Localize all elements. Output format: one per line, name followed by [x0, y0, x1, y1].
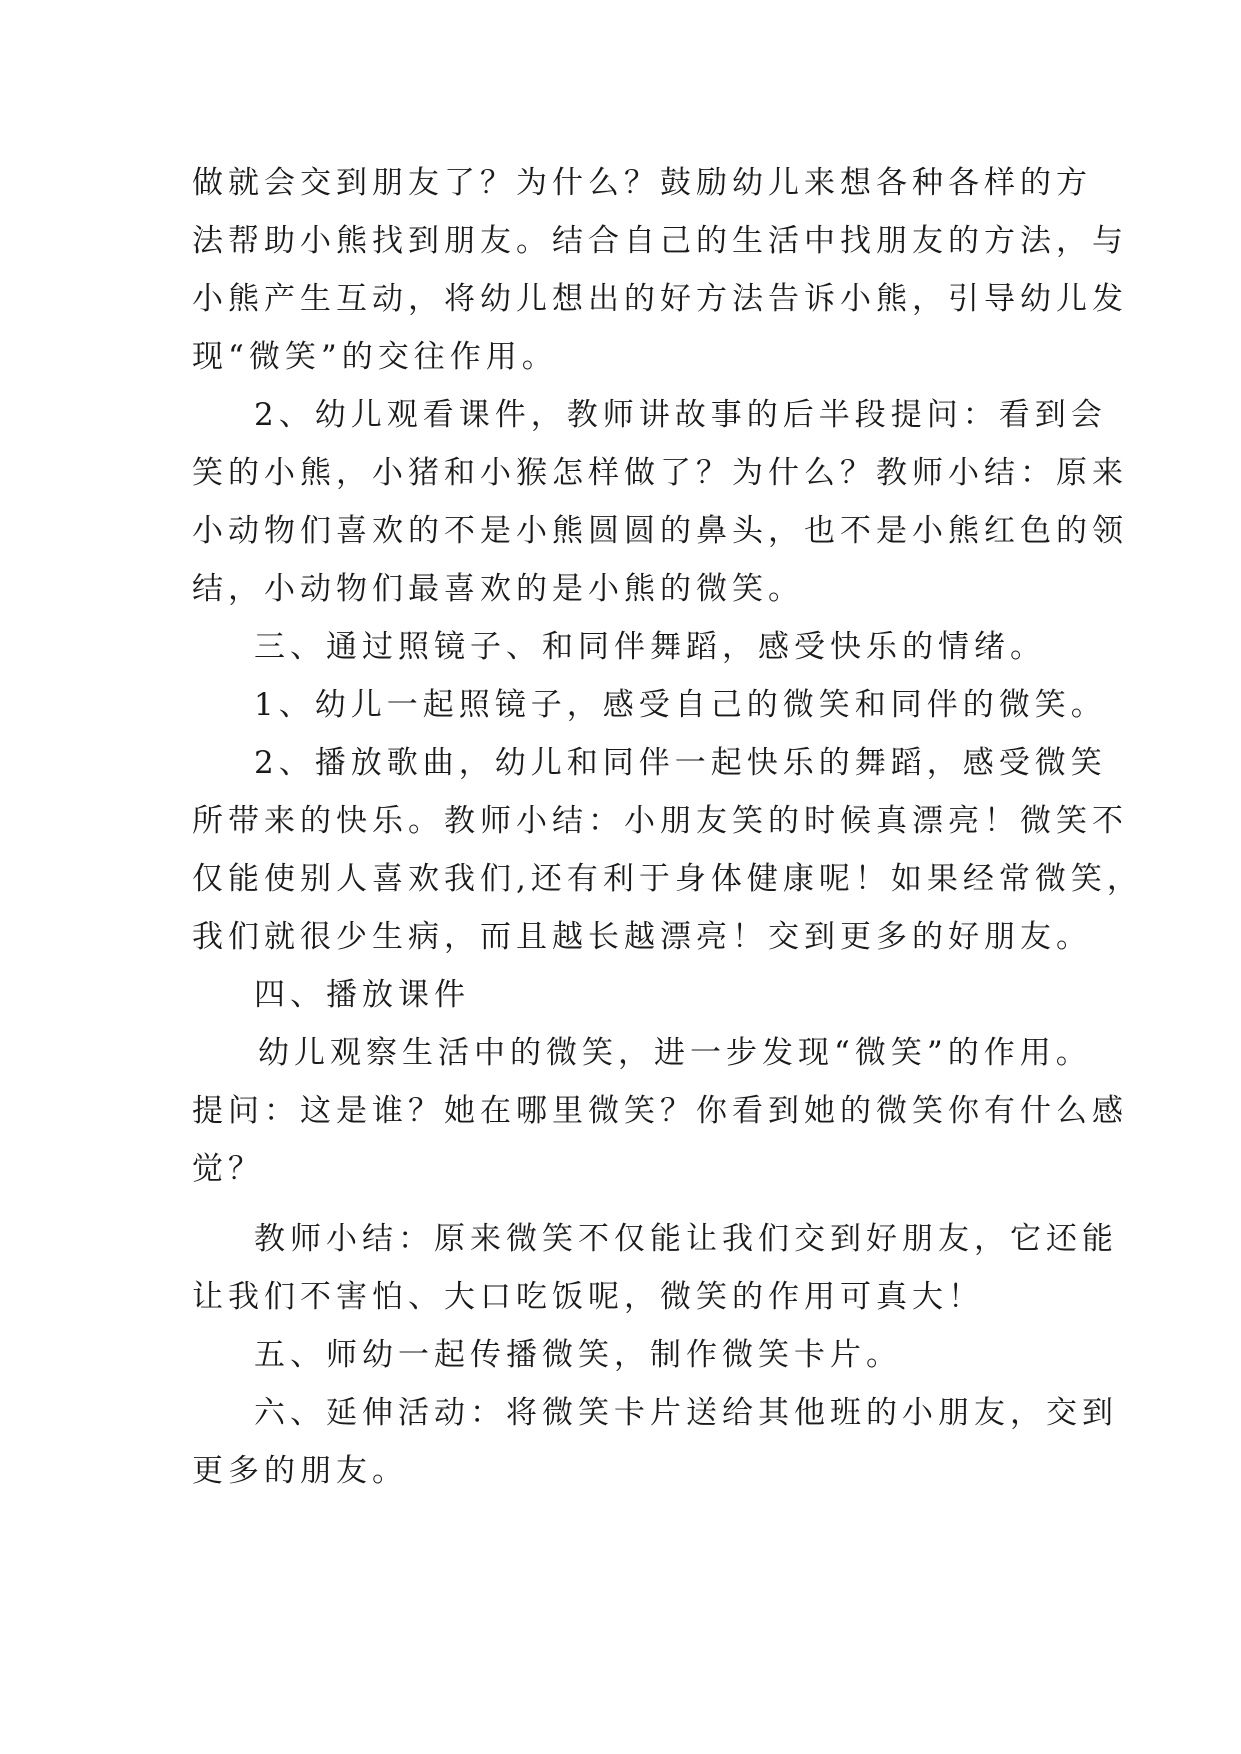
text-line: 所带来的快乐。教师小结：小朋友笑的时候真漂亮！微笑不 [192, 803, 1128, 839]
text-line: 小动物们喜欢的不是小熊圆圆的鼻头，也不是小熊红色的领 [192, 513, 1128, 549]
text-line: 教师小结：原来微笑不仅能让我们交到好朋友，它还能 [254, 1221, 1118, 1257]
text-line: 1、幼儿一起照镜子，感受自己的微笑和同伴的微笑。 [254, 687, 1107, 723]
text-line: 提问：这是谁？她在哪里微笑？你看到她的微笑你有什么感 [192, 1093, 1128, 1129]
text-line: 让我们不害怕、大口吃饭呢，微笑的作用可真大！ [192, 1279, 984, 1315]
text-line: 做就会交到朋友了？为什么？鼓励幼儿来想各种各样的方 [192, 165, 1092, 201]
text-line: 六、延伸活动：将微笑卡片送给其他班的小朋友，交到 [254, 1395, 1118, 1431]
text-line: 四、播放课件 [254, 977, 470, 1013]
text-line: 我们就很少生病，而且越长越漂亮！交到更多的好朋友。 [192, 919, 1092, 955]
text-line: 笑的小熊，小猪和小猴怎样做了？为什么？教师小结：原来 [192, 455, 1128, 491]
text-line: 幼儿观察生活中的微笑，进一步发现“微笑”的作用。 [258, 1035, 1092, 1071]
text-line: 2、幼儿观看课件，教师讲故事的后半段提问：看到会 [254, 397, 1107, 433]
text-line: 三、通过照镜子、和同伴舞蹈，感受快乐的情绪。 [254, 629, 1046, 665]
text-line: 更多的朋友。 [192, 1453, 408, 1489]
text-line: 结，小动物们最喜欢的是小熊的微笑。 [192, 571, 804, 607]
text-line: 仅能使别人喜欢我们,还有利于身体健康呢！如果经常微笑， [192, 861, 1143, 897]
text-line: 2、播放歌曲，幼儿和同伴一起快乐的舞蹈，感受微笑 [254, 745, 1107, 781]
text-line: 法帮助小熊找到朋友。结合自己的生活中找朋友的方法，与 [192, 223, 1128, 259]
text-line: 五、师幼一起传播微笑，制作微笑卡片。 [254, 1337, 902, 1373]
text-line: 现“微笑”的交往作用。 [192, 339, 558, 375]
text-line: 小熊产生互动，将幼儿想出的好方法告诉小熊，引导幼儿发 [192, 281, 1128, 317]
text-line: 觉？ [192, 1151, 264, 1187]
